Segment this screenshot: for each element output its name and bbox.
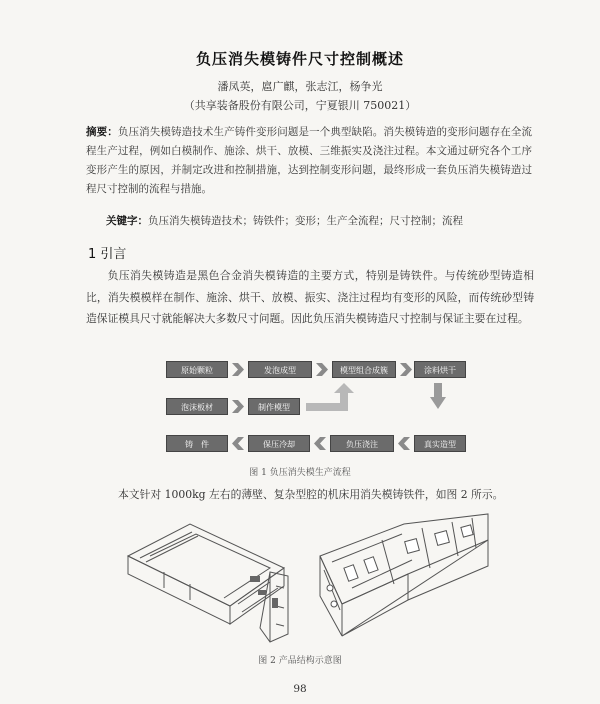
paper-title: 负压消失模铸件尺寸控制概述 — [195, 50, 404, 68]
flow-arrow-icon — [232, 361, 244, 378]
keywords-label: 关键字： — [106, 215, 148, 227]
flow-step-foam-board: 泡沫板材 — [166, 398, 228, 415]
abstract-label: 摘要： — [86, 126, 118, 138]
abstract-text: 负压消失模铸造技术生产铸件变形问题是一个典型缺陷。消失模铸造的变形问题存在全流程生产过程，例如白模制作、施涂、烘干、放模、三维振实及浇注过程。本文通过研究各个工序变形产生的原因，并制定改进和控制措施，达到控制变形问题，最终形成一套负压消失模铸造过程尺寸控制的流程与措施。 — [86, 126, 533, 195]
machine-bed-casting-drawing-right — [312, 500, 492, 646]
process-flowchart — [166, 357, 466, 457]
keywords-text: 负压消失模铸造技术；铸铁件；变形；生产全流程；尺寸控制；流程 — [148, 215, 463, 227]
figure-2-intro: 本文针对 1000kg 左右的薄壁、复杂型腔的机床用消失模铸铁件，如图 2 所示。 — [118, 488, 504, 501]
flow-step-vacuum-pouring: 负压浇注 — [330, 435, 394, 452]
flow-arrow-down-icon — [430, 383, 446, 409]
flow-step-coating-drying: 涂料烘干 — [414, 361, 466, 378]
affiliation: （共享装备股份有限公司，宁夏银川 750021） — [183, 99, 417, 112]
page-number: 98 — [293, 683, 307, 695]
flow-step-pressure-cooling: 保压冷却 — [248, 435, 310, 452]
flow-arrow-icon — [316, 361, 328, 378]
figure-1-caption: 图 1 负压消失模生产流程 — [249, 468, 351, 478]
flow-step-raw-beads: 原始颗粒 — [166, 361, 228, 378]
flow-step-foaming: 发泡成型 — [248, 361, 312, 378]
section-heading: 1 引言 — [88, 247, 127, 262]
flow-step-molding: 真实造型 — [414, 435, 466, 452]
flow-arrow-left-icon — [232, 435, 244, 452]
flow-arrow-left-icon — [314, 435, 326, 452]
intro-paragraph: 负压消失模铸造是黑色合金消失模铸造的主要方式，特别是铸铁件。与传统砂型铸造相比，消失模模样在制作、施涂、烘干、放模、振实、浇注过程均有变形的风险，而传统砂型铸造保证模具尺寸就能解决大多数尺寸问题。因此负压消失模铸造尺寸控制与保证主要在过程。 — [86, 269, 534, 325]
abstract — [86, 123, 532, 199]
flow-step-make-pattern: 制作模型 — [248, 398, 300, 415]
author-list: 潘凤英，扈广麒，张志江，杨争光 — [217, 80, 383, 93]
flow-arrow-up-icon — [306, 383, 358, 417]
figure-2-caption: 图 2 产品结构示意图 — [258, 656, 342, 666]
machine-bed-casting-drawing-left — [120, 516, 292, 646]
flow-arrow-left-icon — [398, 435, 410, 452]
flow-arrow-icon — [400, 361, 412, 378]
flow-step-casting: 铸 件 — [166, 435, 228, 452]
keywords — [106, 213, 536, 228]
flow-step-clustering: 模型组合成簇 — [332, 361, 396, 378]
flow-arrow-icon — [232, 398, 244, 415]
